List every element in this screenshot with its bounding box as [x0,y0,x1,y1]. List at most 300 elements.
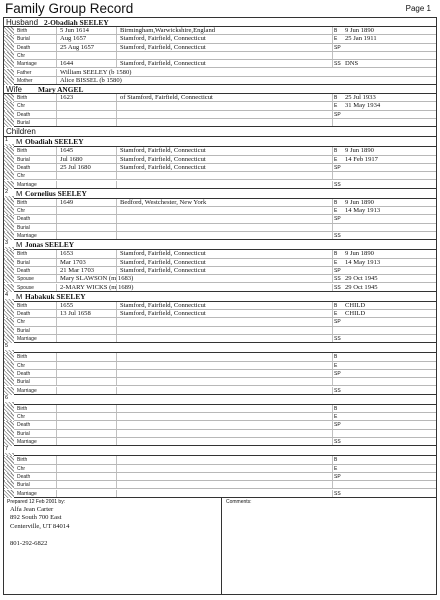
column-divider [56,438,57,445]
ordinance-value: 9 Jun 1890 [345,250,374,258]
child-event-row [4,490,436,498]
column-divider [116,164,117,171]
column-divider [116,147,117,154]
wife-name: Mary ANGEL [38,85,84,95]
column-divider [332,481,333,488]
column-divider [116,490,117,497]
record-footer [4,498,436,594]
column-divider [332,490,333,497]
ordinance-value: 25 Jul 1933 [345,94,376,102]
column-divider [332,275,333,282]
row-hatch [4,44,14,52]
ordinance-label: SP [334,319,341,326]
ordinance-value: 14 May 1913 [345,258,381,266]
column-divider [116,302,117,309]
column-divider [56,284,57,291]
row-hatch [4,405,14,413]
ordinance-label: B [334,457,338,464]
row-hatch [4,69,14,77]
ordinance-label: SS [334,336,341,342]
page-header [3,1,437,17]
child-number: 5 [5,343,9,350]
ordinance-label: SP [334,267,341,274]
column-divider [56,405,57,412]
event-date: 1645 [60,147,74,155]
page-title: Family Group Record [5,1,134,16]
ordinance-label: B [334,354,338,361]
event-place: Stamford, Fairfield, Connecticut [120,60,206,68]
column-divider [116,387,117,394]
preparer-address-line: 801-292-6822 [10,539,48,547]
ordinance-value: 29 Oct 1945 [345,275,378,283]
child-event-row [4,387,436,395]
event-label: Burial [17,259,30,266]
event-label: Burial [17,430,30,437]
event-label: Burial [17,156,30,163]
column-divider [56,267,57,274]
column-divider [56,69,57,76]
child-event-row [4,335,436,343]
row-hatch [4,362,14,370]
event-label: Chr [17,319,26,326]
child-number: 6 [5,394,9,401]
husband-event-row [4,52,436,60]
event-date: 1623 [60,94,74,102]
row-hatch [4,111,14,119]
child-event-row [4,259,436,267]
row-hatch [4,147,14,155]
event-label: Death [17,267,31,274]
row-hatch [4,413,14,421]
row-hatch [4,52,14,60]
ordinance-value: 14 Feb 1917 [345,155,378,163]
ordinance-label: E [334,208,338,215]
event-place: Stamford, Fairfield, Connecticut [120,301,206,309]
row-hatch [4,207,14,215]
column-divider [56,111,57,118]
row-hatch [4,60,14,68]
column-divider [332,318,333,325]
event-date: Aug 1657 [60,35,87,43]
column-divider [56,318,57,325]
column-divider [56,465,57,472]
child-event-row [4,310,436,318]
column-divider [332,473,333,480]
ordinance-value: CHILD [345,310,366,318]
child-sex: M [16,240,23,250]
ordinance-label: B [334,302,338,309]
event-label: Marriage [17,387,37,394]
column-divider [56,413,57,420]
child-event-row [4,207,436,215]
child-sex: M [16,137,23,147]
event-label: Birth [17,457,28,464]
column-divider [116,353,117,360]
column-divider [56,35,57,42]
ordinance-label: SS [334,284,341,291]
column-divider [56,52,57,59]
column-divider [116,335,117,342]
column-divider [56,275,57,282]
column-divider [56,259,57,266]
event-label: Death [17,370,31,377]
child-name: Cornelius SEELEY [25,188,87,198]
column-divider [116,119,117,126]
child-event-row [4,378,436,386]
child-event-row [4,172,436,180]
row-hatch [4,181,14,189]
event-date: 13 Jul 1658 [60,310,91,318]
column-divider [116,465,117,472]
row-hatch [4,490,14,498]
prepared-by-label: Prepared 12 Feb 2001 by: [7,498,66,505]
event-label: Chr [17,52,26,59]
event-label: Birth [17,95,28,102]
event-label: Marriage [17,233,37,239]
child-header [4,137,436,147]
ordinance-value: DNS [345,60,359,68]
column-divider [56,94,57,101]
column-divider [116,156,117,163]
row-hatch [4,199,14,207]
row-hatch [4,310,14,318]
husband-father-row [4,69,436,77]
event-label: Spouse [17,276,34,283]
event-label: Death [17,311,31,318]
child-event-row [4,267,436,275]
column-divider [116,481,117,488]
child-header [4,292,436,302]
column-divider [332,438,333,445]
ordinance-label: B [334,199,338,206]
children-section-label [4,127,436,137]
event-date: 1644 [60,60,74,68]
event-label: Birth [17,199,28,206]
row-hatch [4,267,14,275]
column-divider [116,232,117,239]
column-divider [56,232,57,239]
column-divider [56,327,57,334]
ordinance-value: 9 Jun 1890 [345,147,374,155]
ordinance-label: SS [334,387,341,394]
ordinance-label: E [334,36,338,43]
wife-role-label: Wife [6,85,22,95]
column-divider [332,60,333,67]
child-header [4,395,436,405]
event-place: Stamford, Fairfield, Connecticut [120,266,206,274]
child-event-row [4,250,436,258]
column-divider [332,284,333,291]
child-sex: M [16,188,23,198]
column-divider [332,465,333,472]
column-divider [332,387,333,394]
row-hatch [4,164,14,172]
column-divider [332,327,333,334]
ordinance-label: SP [334,216,341,223]
ordinance-label: E [334,103,338,110]
event-date: 1653 [60,250,74,258]
row-hatch [4,94,14,102]
mother-label: Mother [17,77,33,84]
event-place: Stamford, Fairfield, Connecticut [120,147,206,155]
event-label: Chr [17,362,26,369]
column-divider [56,60,57,67]
column-divider [116,250,117,257]
child-event-row [4,215,436,223]
event-label: Burial [17,327,30,334]
row-hatch [4,77,14,85]
column-divider [332,207,333,214]
column-divider [116,362,117,369]
column-divider [332,370,333,377]
child-event-row [4,353,436,361]
comments-label: Comments: [226,498,252,505]
ordinance-value: 9 Jun 1890 [345,198,374,206]
child-sex: M [16,291,23,301]
column-divider [116,224,117,231]
column-divider [332,35,333,42]
row-hatch [4,119,14,127]
child-event-row [4,327,436,335]
child-event-row [4,181,436,189]
event-label: Burial [17,36,30,43]
wife-event-row [4,111,436,119]
event-label: Death [17,422,31,429]
column-divider [332,119,333,126]
preparer-address-line: Centerville, UT 84014 [10,522,70,530]
event-date: 1655 [60,301,74,309]
column-divider [116,111,117,118]
event-label: Marriage [17,181,37,188]
child-number: 3 [5,240,9,247]
column-divider [116,405,117,412]
column-divider [116,318,117,325]
column-divider [56,44,57,51]
column-divider [332,335,333,342]
husband-role-label: Husband [6,18,39,27]
event-label: Spouse [17,284,34,291]
column-divider [332,353,333,360]
column-divider [332,199,333,206]
preparer-address-line: Alfa Jean Carter [10,505,54,513]
ordinance-value: 14 May 1913 [345,207,381,215]
column-divider [116,94,117,101]
event-label: Chr [17,465,26,472]
event-label: Chr [17,414,26,421]
column-divider [332,232,333,239]
column-divider [332,250,333,257]
ordinance-label: B [334,95,338,102]
column-divider [56,147,57,154]
child-number: 1 [5,137,9,144]
column-divider [56,421,57,428]
child-name: Habakuk SEELEY [25,291,86,301]
ordinance-label: E [334,362,338,369]
row-hatch [4,353,14,361]
ordinance-label: E [334,414,338,421]
ordinance-label: SP [334,164,341,171]
row-hatch [4,302,14,310]
column-divider [332,111,333,118]
column-divider [116,207,117,214]
prepared-by-box [4,498,222,594]
ordinance-label: E [334,465,338,472]
ordinance-label: B [334,28,338,34]
ordinance-value: 9 Jun 1890 [345,27,374,34]
event-place: Stamford, Fairfield, Connecticut [120,258,206,266]
event-label: Chr [17,103,26,110]
column-divider [116,181,117,188]
child-event-row [4,370,436,378]
ordinance-label: SP [334,44,341,51]
row-hatch [4,465,14,473]
event-label: Birth [17,354,28,361]
event-date: Mary SLAWSON (m 1683) [60,275,134,283]
column-divider [56,156,57,163]
ordinance-label: B [334,251,338,258]
husband-event-row [4,35,436,43]
column-divider [56,102,57,109]
column-divider [332,267,333,274]
child-event-row [4,199,436,207]
row-hatch [4,215,14,223]
ordinance-label: SS [334,61,341,68]
column-divider [56,119,57,126]
column-divider [116,52,117,59]
event-place: Stamford, Fairfield, Connecticut [120,35,206,43]
row-hatch [4,250,14,258]
event-label: Death [17,164,31,171]
column-divider [116,370,117,377]
column-divider [116,259,117,266]
column-divider [332,456,333,463]
ordinance-label: SS [334,233,341,239]
event-label: Chr [17,173,26,180]
child-header [4,240,436,250]
row-hatch [4,172,14,180]
child-header [4,189,436,199]
child-event-row [4,481,436,489]
event-label: Death [17,111,31,118]
column-divider [56,164,57,171]
column-divider [116,413,117,420]
event-date: Mar 1703 [60,258,86,266]
column-divider [56,27,57,34]
child-event-row [4,362,436,370]
column-divider [332,181,333,188]
husband-event-row [4,60,436,68]
child-event-row [4,156,436,164]
column-divider [116,35,117,42]
column-divider [56,335,57,342]
page-number: Page 1 [405,4,431,13]
event-label: Birth [17,251,28,258]
ordinance-label: SS [334,276,341,283]
column-divider [116,430,117,437]
ordinance-label: SP [334,111,341,118]
column-divider [116,172,117,179]
column-divider [116,215,117,222]
record-frame [3,17,437,595]
child-event-row [4,465,436,473]
child-name: Jonas SEELEY [25,240,75,250]
column-divider [332,102,333,109]
event-date: Jul 1680 [60,155,83,163]
column-divider [56,481,57,488]
event-date: 25 Aug 1657 [60,43,95,51]
event-label: Birth [17,28,28,34]
row-hatch [4,430,14,438]
wife-event-row [4,94,436,102]
column-divider [116,199,117,206]
column-divider [56,302,57,309]
row-hatch [4,387,14,395]
column-divider [332,44,333,51]
column-divider [56,207,57,214]
column-divider [56,224,57,231]
row-hatch [4,481,14,489]
event-date: 25 Jul 1680 [60,163,91,171]
ordinance-value: 31 May 1934 [345,102,381,110]
event-date: 21 Mar 1703 [60,266,95,274]
column-divider [116,267,117,274]
event-label: Death [17,473,31,480]
wife-header [4,85,436,94]
child-event-row [4,302,436,310]
row-hatch [4,327,14,335]
column-divider [56,353,57,360]
column-divider [56,490,57,497]
event-label: Marriage [17,439,37,445]
event-place: of Stamford, Fairfield, Connecticut [120,94,213,102]
event-label: Burial [17,224,30,231]
event-label: Death [17,44,31,51]
column-divider [56,215,57,222]
husband-name: 2-Obadiah SEELEY [44,18,109,27]
column-divider [116,27,117,34]
column-divider [56,473,57,480]
column-divider [56,250,57,257]
column-divider [56,430,57,437]
child-header [4,343,436,353]
column-divider [332,172,333,179]
column-divider [332,362,333,369]
row-hatch [4,35,14,43]
event-place: Stamford, Fairfield, Connecticut [120,163,206,171]
row-hatch [4,232,14,240]
column-divider [56,199,57,206]
event-place: Stamford, Fairfield, Connecticut [120,155,206,163]
column-divider [332,413,333,420]
child-event-row [4,438,436,446]
ordinance-label: B [334,405,338,412]
column-divider [116,310,117,317]
child-event-row [4,456,436,464]
event-label: Burial [17,482,30,489]
husband-header [4,18,436,27]
column-divider [332,164,333,171]
ordinance-label: E [334,259,338,266]
child-event-row [4,405,436,413]
column-divider [56,370,57,377]
ordinance-label: B [334,148,338,155]
child-event-row [4,413,436,421]
event-label: Burial [17,379,30,386]
ordinance-label: SP [334,422,341,429]
row-hatch [4,335,14,343]
row-hatch [4,156,14,164]
ordinance-label: SP [334,473,341,480]
